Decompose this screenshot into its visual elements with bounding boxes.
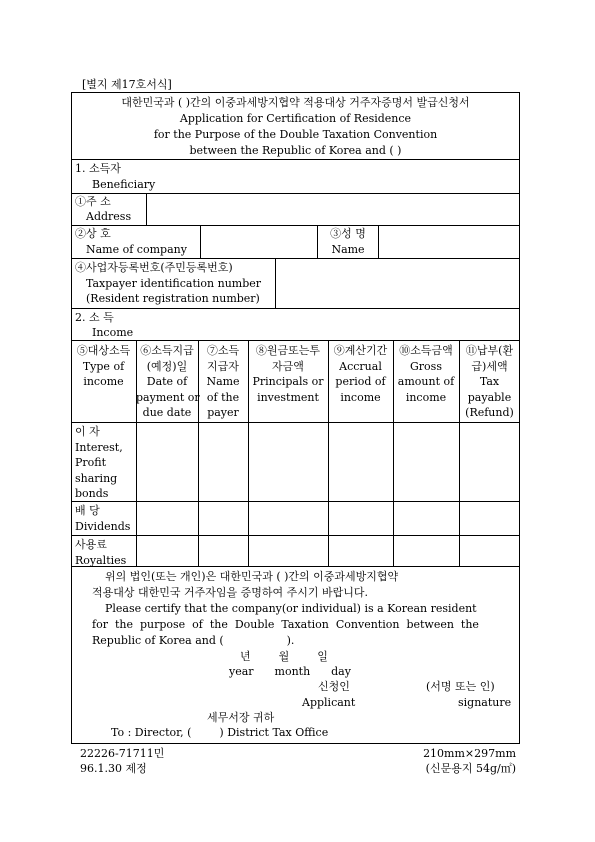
- name-label-en: Name: [331, 243, 365, 256]
- column-header-line: [71, 405, 136, 421]
- declaration-en-2: for the purpose of the Double Taxation Convention between the: [92, 618, 479, 631]
- name-field[interactable]: [379, 226, 519, 257]
- column-header-line: 급)세액: [471, 359, 508, 373]
- income-entry-cell[interactable]: [460, 502, 519, 534]
- title-en-3: between the Republic of Korea and ( ): [189, 144, 402, 157]
- column-header-line: period of: [335, 375, 386, 388]
- footer-size: 210mm×297mm: [423, 747, 516, 760]
- column-header-line: [248, 405, 328, 421]
- company-label-en: Name of company: [86, 243, 187, 256]
- column-header-line: investment: [257, 390, 319, 404]
- column-header-line: (예정)일: [146, 359, 188, 373]
- income-entry-cell[interactable]: [329, 502, 392, 534]
- applicant-label: 신청인: [318, 680, 350, 693]
- column-header-line: amount of: [397, 375, 455, 388]
- tax-office-ko: 세무서장 귀하: [207, 711, 275, 724]
- company-label: ②상 호: [75, 227, 111, 240]
- income-entry-cell[interactable]: [460, 536, 519, 565]
- income-entry-cell[interactable]: [394, 536, 458, 565]
- income-entry-cell[interactable]: [249, 502, 327, 534]
- signature-label-en: signature: [458, 696, 512, 709]
- income-entry-cell[interactable]: [137, 502, 197, 534]
- title-en-1: Application for Certification of Residence: [179, 112, 412, 125]
- address-label-en: Address: [86, 210, 132, 223]
- column-header-line: [71, 390, 136, 406]
- date-ko: 년 월 일: [240, 650, 328, 663]
- column-header-line: of the: [206, 390, 240, 404]
- column-header-line: Name: [206, 375, 240, 388]
- income-entry-cell[interactable]: [329, 536, 392, 565]
- address-field[interactable]: [147, 194, 519, 224]
- title-en-2: for the Purpose of the Double Taxation Convention: [153, 128, 438, 141]
- column-header-line: Gross: [410, 359, 442, 373]
- address-label: ①주 소: [75, 195, 111, 208]
- signature-label: (서명 또는 인): [426, 680, 495, 693]
- column-header-7: [459, 343, 520, 421]
- declaration-ko-2: 적용대상 대한민국 거주자임을 증명하여 주시기 바랍니다.: [92, 586, 369, 599]
- income-entry-cell[interactable]: [199, 536, 247, 565]
- applicant-label-en: Applicant: [302, 696, 356, 709]
- column-header-3: [198, 343, 248, 421]
- taxid-label: ④사업자등록번호(주민등록번호): [75, 261, 233, 274]
- column-header-line: payment or: [136, 390, 200, 404]
- row-label-interest: 이 자 Interest, Profit sharing bonds: [75, 425, 123, 500]
- column-header-4: [248, 343, 328, 421]
- income-entry-cell[interactable]: [137, 423, 197, 500]
- column-header-line: income: [83, 375, 124, 388]
- column-header-line: ⑩소득금액: [399, 344, 453, 357]
- column-header-line: payable: [467, 390, 512, 404]
- column-header-line: income: [340, 390, 381, 404]
- column-header-line: ⑨계산기간: [333, 344, 388, 357]
- column-header-line: Accrual: [339, 359, 382, 373]
- declaration-ko-1: 위의 법인(또는 개인)은 대한민국과 ( )간의 이중과세방지협약: [105, 570, 399, 583]
- column-header-2: [136, 343, 198, 421]
- taxid-field[interactable]: [276, 259, 519, 307]
- column-header-line: (Refund): [465, 406, 514, 419]
- taxid-label-en-2: (Resident registration number): [86, 292, 260, 305]
- title-ko: 대한민국과 ( )간의 이중과세방지협약 적용대상 거주자증명서 발급신청서: [121, 96, 470, 109]
- column-header-line: ⑤대상소득: [76, 344, 131, 357]
- income-entry-cell[interactable]: [249, 423, 327, 500]
- column-header-line: 자금액: [272, 359, 304, 373]
- tax-office-en: To : Director, ( ) District Tax Office: [111, 726, 329, 739]
- divider-royalties: [71, 566, 520, 567]
- beneficiary-heading-en: Beneficiary: [92, 178, 156, 191]
- income-entry-cell[interactable]: [329, 423, 392, 500]
- column-header-line: [393, 405, 459, 421]
- divider-title: [71, 159, 520, 160]
- income-heading: 2. 소 득: [75, 311, 114, 324]
- company-field[interactable]: [201, 226, 316, 257]
- footer-paper: (신문용지 54g/㎡): [425, 762, 516, 775]
- column-header-1: [71, 343, 136, 421]
- row-label-royalties: 사용료 Royalties: [75, 538, 127, 567]
- income-heading-en: Income: [92, 326, 134, 339]
- column-header-line: Tax: [479, 375, 500, 388]
- column-header-line: Date of: [146, 375, 188, 388]
- name-label: ③성 명: [330, 227, 366, 240]
- row-label-dividends: 배 당 Dividends: [75, 504, 131, 533]
- footer-date: 96.1.30 제정: [80, 762, 147, 775]
- income-entry-cell[interactable]: [249, 536, 327, 565]
- declaration-en-3: Republic of Korea and ( ).: [92, 634, 295, 647]
- income-entry-cell[interactable]: [394, 423, 458, 500]
- column-header-5: [328, 343, 393, 421]
- column-header-line: Type of: [82, 359, 125, 373]
- column-header-line: ⑧원금또는투: [255, 344, 321, 357]
- column-header-line: ⑪납부(환: [465, 344, 514, 357]
- column-header-line: ⑦소득: [206, 344, 240, 357]
- column-header-line: payer: [207, 406, 239, 419]
- column-header-line: [328, 405, 393, 421]
- beneficiary-heading: 1. 소득자: [75, 162, 121, 175]
- form-number: [별지 제17호서식]: [82, 78, 172, 91]
- column-header-line: ⑥소득지급: [140, 344, 194, 357]
- date-en: year month day: [229, 665, 351, 678]
- taxid-label-en-1: Taxpayer identification number: [86, 277, 262, 290]
- column-header-line: due date: [142, 406, 192, 419]
- column-header-line: 지급자: [207, 359, 239, 373]
- income-entry-cell[interactable]: [394, 502, 458, 534]
- income-entry-cell[interactable]: [199, 502, 247, 534]
- declaration-en-1: Please certify that the company(or individual) is a Korean resident: [105, 602, 477, 615]
- column-header-line: Principals or: [252, 375, 324, 388]
- income-entry-cell[interactable]: [199, 423, 247, 500]
- column-header-line: income: [405, 390, 447, 404]
- divider-income-heading: [71, 340, 520, 341]
- footer-code: 22226-71711민: [80, 747, 165, 760]
- column-header-6: [393, 343, 459, 421]
- income-entry-cell[interactable]: [137, 536, 197, 565]
- divider-taxid: [71, 308, 520, 309]
- income-entry-cell[interactable]: [460, 423, 519, 500]
